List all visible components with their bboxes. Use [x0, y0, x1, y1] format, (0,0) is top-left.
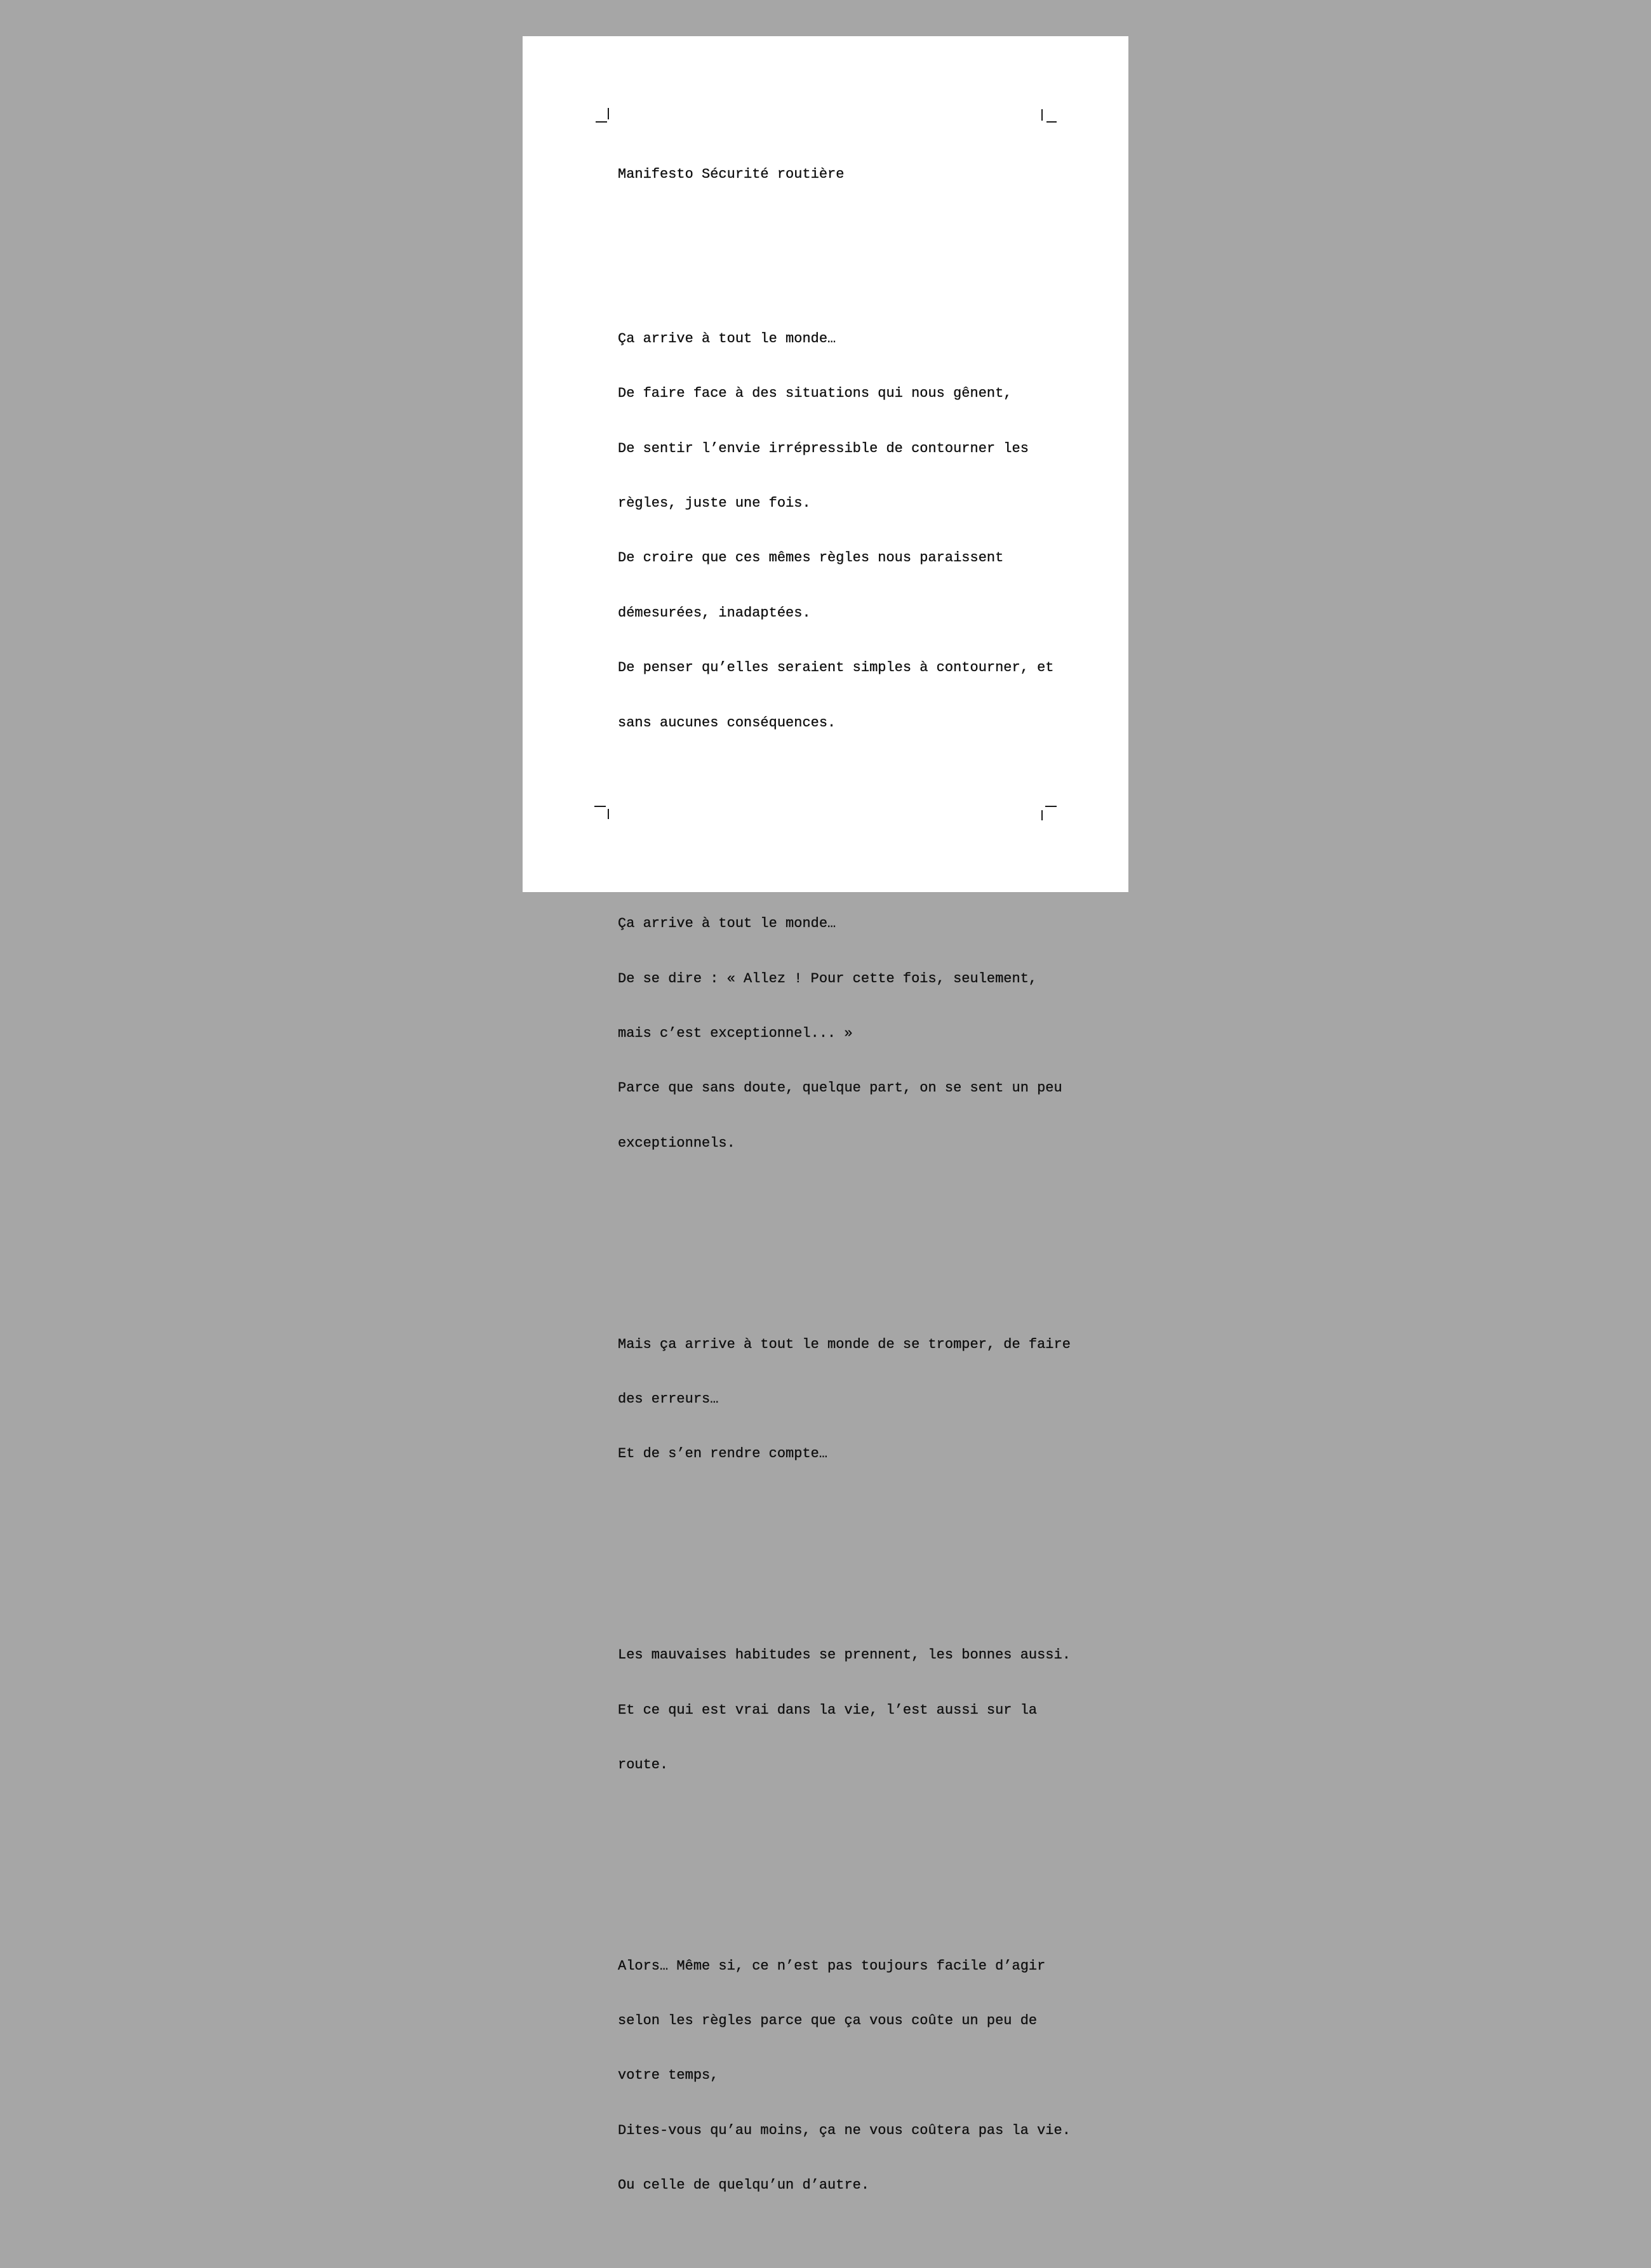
text-line: votre temps,	[618, 2067, 719, 2084]
paragraph-gap	[618, 805, 1075, 824]
paragraph-gap	[618, 1537, 1075, 1555]
paragraph-gap	[618, 1848, 1075, 1866]
text-line: exceptionnels.	[618, 1135, 735, 1151]
text-line: De faire face à des situations qui nous gênent,	[618, 385, 1012, 402]
document-body	[618, 129, 1075, 2268]
text-line: mais c’est exceptionnel... »	[618, 1025, 853, 1042]
paragraph-3	[618, 1299, 1075, 1500]
text-line: Ça arrive à tout le monde…	[618, 916, 836, 932]
paragraph-2	[618, 879, 1075, 1190]
crop-mark-top-right-v	[1041, 109, 1043, 121]
text-line: Les mauvaises habitudes se prennent, les bonnes aussi.	[618, 1647, 1071, 1664]
text-line: sans aucunes conséquences.	[618, 714, 836, 731]
text-line: Et de s’en rendre compte…	[618, 1446, 828, 1462]
paragraph-4	[618, 1610, 1075, 1811]
text-line: De sentir l’envie irrépressible de contourner les	[618, 440, 1029, 457]
document-title: Manifesto Sécurité routière	[618, 166, 845, 182]
paragraph-gap	[618, 220, 1075, 239]
text-line: Ou celle de quelqu’un d’autre.	[618, 2177, 870, 2194]
text-line: De penser qu’elles seraient simples à contourner, et	[618, 660, 1054, 676]
text-line: De se dire : « Allez ! Pour cette fois, seulement,	[618, 970, 1038, 987]
text-line: démesurées, inadaptées.	[618, 604, 811, 621]
text-line: Mais ça arrive à tout le monde de se tromper, de faire	[618, 1336, 1071, 1352]
document-page	[523, 36, 1128, 2194]
text-line: De croire que ces mêmes règles nous paraissent	[618, 550, 1004, 566]
text-line: Et ce qui est vrai dans la vie, l’est aussi sur la	[618, 1702, 1038, 1718]
text-line: Ça arrive à tout le monde…	[618, 330, 836, 347]
crop-mark-top-left-h	[596, 121, 607, 123]
crop-mark-top-right-h	[1046, 121, 1057, 123]
text-line: selon les règles parce que ça vous coûte un peu de	[618, 2013, 1038, 2029]
crop-mark-top-left-v	[608, 108, 609, 119]
paragraph-gap	[618, 1226, 1075, 1244]
crop-mark-bottom-left-v	[608, 809, 609, 819]
text-line: règles, juste une fois.	[618, 495, 811, 511]
text-line: Dites-vous qu’au moins, ça ne vous coûtera pas la vie.	[618, 2122, 1071, 2138]
crop-mark-bottom-left-h	[594, 806, 606, 807]
text-line: route.	[618, 1756, 669, 1773]
paragraph-5	[618, 1921, 1075, 2232]
text-line: Alors… Même si, ce n’est pas toujours facile d’agir	[618, 1958, 1046, 1974]
text-line: Parce que sans doute, quelque part, on se sent un peu	[618, 1080, 1062, 1097]
text-line: des erreurs…	[618, 1391, 719, 1407]
paragraph-1	[618, 293, 1075, 769]
